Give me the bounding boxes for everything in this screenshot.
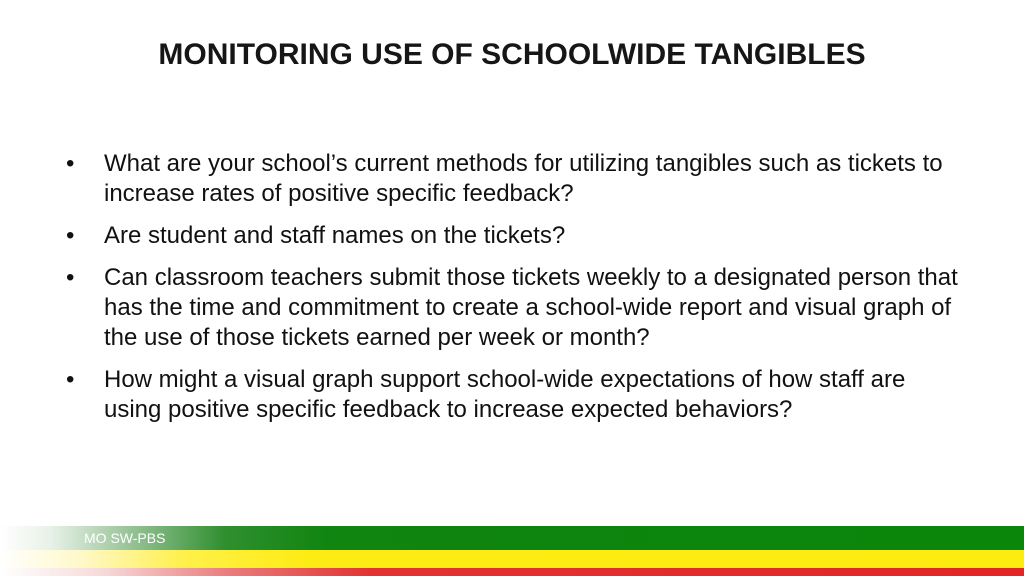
bullet-icon: • [66, 150, 75, 177]
bullet-item [66, 221, 966, 251]
footer-yellow-band [0, 550, 1024, 568]
bullet-icon: • [66, 222, 75, 249]
bullet-icon: • [66, 366, 75, 393]
footer-banner [0, 526, 1024, 576]
bullet-text: Can classroom teachers submit those tickets weekly to a designated person that has the time and commitment to create a school-wide report and visual graph of the use of those tickets earned per week or month? [104, 264, 958, 351]
bullet-item [66, 263, 966, 353]
bullet-text: Are student and staff names on the tickets? [104, 222, 566, 249]
bullet-icon: • [66, 264, 75, 291]
slide-title: MONITORING USE OF SCHOOLWIDE TANGIBLES [158, 38, 866, 71]
footer-label: MO SW-PBS [84, 530, 166, 546]
bullet-text: How might a visual graph support school-wide expectations of how staff are using positive specific feedback to increase expected behaviors? [104, 366, 906, 423]
bullet-list [66, 149, 966, 437]
bullet-item [66, 365, 966, 425]
bullet-text: What are your school’s current methods for utilizing tangibles such as tickets to increase rates of positive specific feedback? [104, 150, 943, 207]
footer-red-band [0, 568, 1024, 576]
bullet-item [66, 149, 966, 209]
